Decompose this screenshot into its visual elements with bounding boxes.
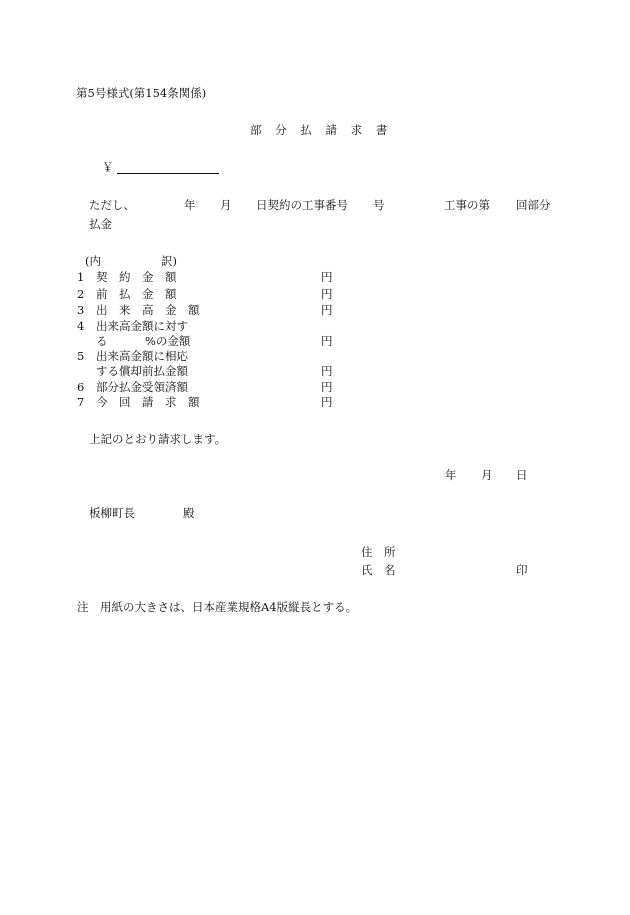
statement-month: 月 <box>220 198 232 212</box>
item-label-contract-amount: 契 約 金 額 <box>96 270 177 284</box>
item-number: 3 <box>77 303 85 317</box>
form-number: 第5号様式(第154条関係) <box>76 86 207 100</box>
item-label-advance-amount: 前 払 金 額 <box>96 287 177 301</box>
item-number: 7 <box>77 395 85 409</box>
statement-work-nth: 工事の第 <box>444 198 490 212</box>
amount-underline <box>117 173 219 174</box>
breakdown-heading-open: (内 <box>85 254 101 268</box>
item-unit: 円 <box>321 395 333 409</box>
item-label-amortization: 出来高金額に相応 <box>96 349 188 363</box>
statement-payment: 払金 <box>89 217 112 231</box>
date-month: 月 <box>481 468 493 482</box>
item-label-progress-ratio-cont: る <box>96 334 108 348</box>
item-number: 5 <box>77 349 85 363</box>
breakdown-heading-close: 訳) <box>161 254 177 268</box>
item-unit: 円 <box>321 380 333 394</box>
name-label: 氏 名 <box>361 563 396 577</box>
statement-times: 回部分 <box>516 198 551 212</box>
statement-prefix: ただし、 <box>89 198 135 212</box>
document-title: 部 分 払 請 求 書 <box>250 123 388 137</box>
date-day: 日 <box>516 468 528 482</box>
item-label-percent-amount: %の金額 <box>145 334 191 348</box>
address-label: 住 所 <box>361 545 396 559</box>
item-label-current-request: 今 回 請 求 額 <box>96 395 200 409</box>
statement-number: 号 <box>373 198 385 212</box>
item-unit: 円 <box>321 270 333 284</box>
item-unit: 円 <box>321 364 333 378</box>
item-number: 6 <box>77 380 85 394</box>
item-label-received-amount: 部分払金受領済額 <box>96 380 188 394</box>
item-unit: 円 <box>321 303 333 317</box>
addressee-name: 板柳町長 <box>89 506 135 520</box>
item-number: 1 <box>77 270 85 284</box>
item-unit: 円 <box>321 334 333 348</box>
item-label-amortization-cont: する償却前払金額 <box>96 364 188 378</box>
date-year: 年 <box>445 468 457 482</box>
item-label-progress-amount: 出 来 高 金 額 <box>96 303 200 317</box>
seal-mark: 印 <box>516 563 528 577</box>
paper-size-note: 注 用紙の大きさは、日本産業規格A4版縦長とする。 <box>77 600 358 614</box>
item-number: 4 <box>77 319 85 333</box>
item-unit: 円 <box>321 287 333 301</box>
item-number: 2 <box>77 287 85 301</box>
item-label-progress-ratio: 出来高金額に対す <box>96 319 188 333</box>
yen-symbol: ￥ <box>102 160 114 174</box>
statement-year: 年 <box>184 198 196 212</box>
request-sentence: 上記のとおり請求します。 <box>89 432 227 446</box>
addressee-honorific: 殿 <box>183 506 195 520</box>
statement-contract-no: 日契約の工事番号 <box>256 198 348 212</box>
